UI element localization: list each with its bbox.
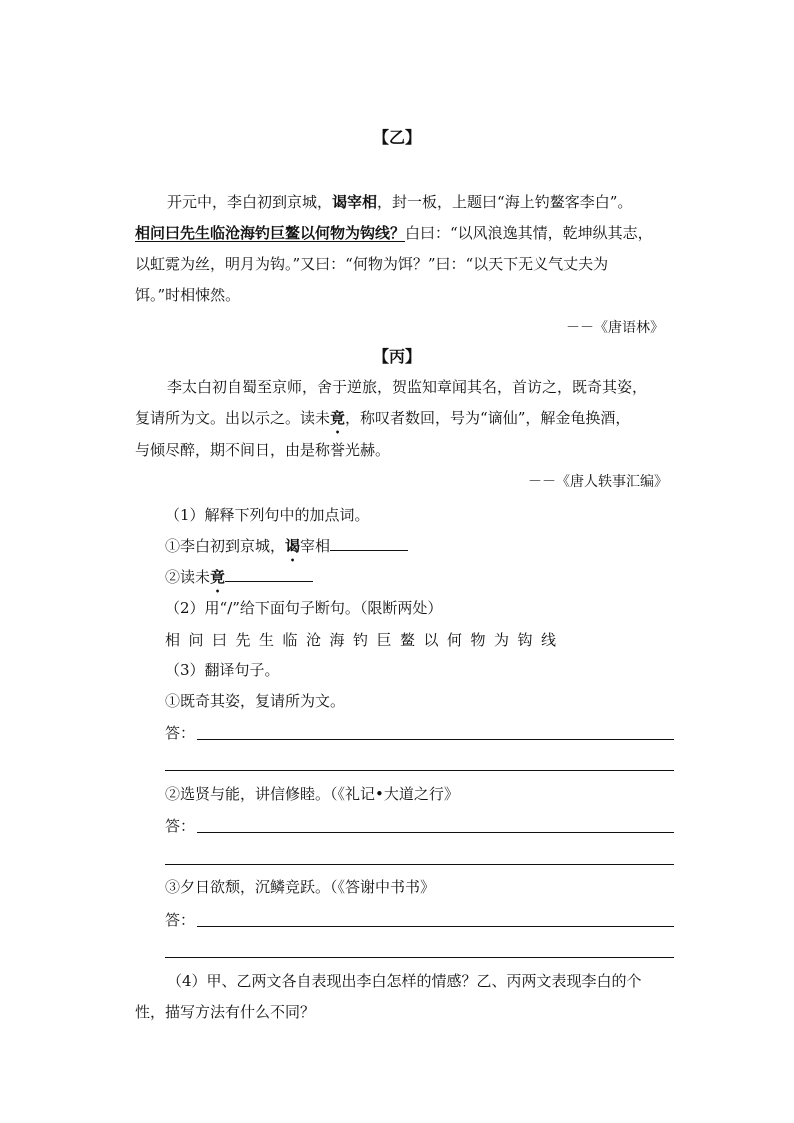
- question-1: （1）解释下列句中的加点词。: [165, 506, 370, 524]
- text-fragment: ②读未: [165, 568, 211, 586]
- answer-line[interactable]: [197, 832, 674, 833]
- section-bing-para-line1: 李太白初自蜀至京师，舍于逆旅，贺监知章闻其名，首访之，既奇其姿，: [167, 378, 648, 396]
- question-3a: ①既奇其姿，复请所为文。: [165, 692, 346, 710]
- section-yi-para-line2: [135, 223, 794, 243]
- text-fragment: 复请所为文。出以示之。读未: [135, 409, 331, 427]
- section-bing-para-line2: [135, 408, 794, 437]
- text-fragment: 白曰：“以风浪逸其情，乾坤纵其志，: [405, 224, 653, 242]
- section-yi-para-line3: 以虹霓为丝，明月为钩。”又曰：“何物为饵？”曰：“以天下无义气丈夫为: [135, 255, 609, 273]
- answer-blank[interactable]: [225, 567, 313, 582]
- answer-line[interactable]: [165, 957, 674, 958]
- key-word: 竟: [210, 568, 226, 586]
- text-fragment: ，封一板，上题曰“海上钓鳌客李白”。: [377, 193, 633, 211]
- section-yi-para-line1: [167, 192, 794, 212]
- question-1b: [165, 567, 794, 596]
- text-fragment: ，称叹者数回，号为“谪仙”，解金龟换酒，: [345, 409, 631, 427]
- text-fragment: ①李白初到京城，: [165, 537, 286, 555]
- answer-label: 答：: [165, 817, 196, 835]
- answer-label: 答：: [165, 724, 196, 742]
- section-yi-para-line4: 饵。”时相悚然。: [135, 286, 241, 304]
- answer-label: 答：: [165, 911, 196, 929]
- target-sentence: 相问曰先生临沧海钓巨鳌以何物为钩线？: [135, 224, 406, 242]
- question-3b: ②选贤与能，讲信修睦。（《礼记•大道之行》: [165, 785, 459, 803]
- question-4-line2: 性，描写方法有什么不同？: [135, 1003, 316, 1021]
- question-2: （2）用“/”给下面句子断句。（限断两处）: [165, 599, 443, 617]
- section-yi-title: 【乙】: [372, 128, 421, 147]
- key-word: 谒宰相: [332, 193, 378, 211]
- question-4-line1: （4）甲、乙两文各自表现出李白怎样的情感？乙、丙两文表现李白的个: [167, 972, 642, 990]
- section-bing-source: －－《唐人轶事汇编》: [528, 474, 668, 490]
- answer-line[interactable]: [165, 770, 674, 771]
- question-2-sentence: 相问曰先生临沧海钓巨鳌以何物为钩线: [165, 631, 565, 649]
- text-fragment: 开元中，李白初到京城，: [167, 193, 333, 211]
- question-1a: [165, 536, 794, 565]
- text-fragment: 宰相: [300, 537, 331, 555]
- question-3: （3）翻译句子。: [165, 661, 280, 679]
- answer-line[interactable]: [197, 926, 674, 927]
- section-bing-title: 【丙】: [372, 347, 421, 366]
- question-3c: ③夕日欲颓，沉鳞竞跃。（《答谢中书书》: [165, 878, 436, 896]
- answer-blank[interactable]: [330, 536, 408, 551]
- answer-line[interactable]: [197, 739, 674, 740]
- key-word: 竟: [330, 409, 346, 427]
- section-yi-source: －－《唐语林》: [566, 320, 664, 336]
- section-bing-para-line3: 与倾尽醉，期不间日，由是称誉光赫。: [135, 441, 391, 459]
- key-word: 谒: [285, 537, 301, 555]
- answer-line[interactable]: [165, 864, 674, 865]
